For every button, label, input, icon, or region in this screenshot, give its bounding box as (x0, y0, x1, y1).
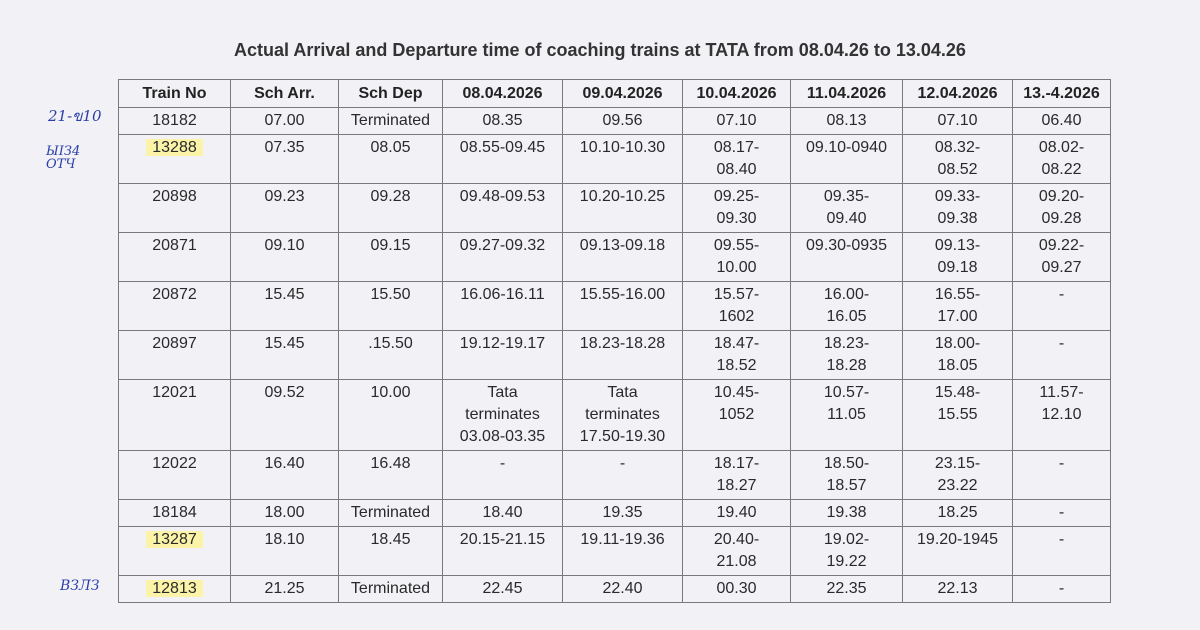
table-cell: 18.17- 18.27 (683, 451, 791, 500)
table-cell: 16.06-16.11 (443, 282, 563, 331)
table-cell: 18.50- 18.57 (791, 451, 903, 500)
table-cell: 18.40 (443, 500, 563, 527)
table-cell: 15.48- 15.55 (903, 380, 1013, 451)
table-cell: 07.00 (231, 108, 339, 135)
table-cell: 15.45 (231, 282, 339, 331)
table-row (119, 380, 1111, 451)
table-row (119, 500, 1111, 527)
column-header: 10.04.2026 (683, 80, 791, 108)
table-cell: 07.10 (903, 108, 1013, 135)
train-number-cell: 13288 (119, 135, 231, 184)
train-number-cell: 18184 (119, 500, 231, 527)
column-header: 11.04.2026 (791, 80, 903, 108)
table-cell: 10.20-10.25 (563, 184, 683, 233)
table-cell: 08.35 (443, 108, 563, 135)
table-cell: 20.15-21.15 (443, 527, 563, 576)
table-cell: 09.13-09.18 (563, 233, 683, 282)
table-cell: 10.00 (339, 380, 443, 451)
table-cell: 09.33- 09.38 (903, 184, 1013, 233)
train-number-cell: 12021 (119, 380, 231, 451)
column-header: Sch Arr. (231, 80, 339, 108)
table-cell: 19.38 (791, 500, 903, 527)
table-cell: - (1013, 576, 1111, 603)
table-cell: 10.45- 1052 (683, 380, 791, 451)
table-cell: 09.10 (231, 233, 339, 282)
table-cell: 19.40 (683, 500, 791, 527)
table-cell: 18.47- 18.52 (683, 331, 791, 380)
table-cell: Terminated (339, 108, 443, 135)
table-cell: 09.30-0935 (791, 233, 903, 282)
table-cell: 09.20- 09.28 (1013, 184, 1111, 233)
table-cell: 19.35 (563, 500, 683, 527)
table-row (119, 576, 1111, 603)
table-row (119, 282, 1111, 331)
table-row (119, 135, 1111, 184)
table-cell: 08.17- 08.40 (683, 135, 791, 184)
table-cell: 16.40 (231, 451, 339, 500)
train-number-cell: 20897 (119, 331, 231, 380)
table-cell: .15.50 (339, 331, 443, 380)
table-cell: 20.40- 21.08 (683, 527, 791, 576)
table-cell: 09.52 (231, 380, 339, 451)
table-cell: 15.45 (231, 331, 339, 380)
table-cell: 22.13 (903, 576, 1013, 603)
table-cell: 19.11-19.36 (563, 527, 683, 576)
table-cell: 18.00 (231, 500, 339, 527)
table-cell: 09.35- 09.40 (791, 184, 903, 233)
table-cell: 22.35 (791, 576, 903, 603)
table-row (119, 451, 1111, 500)
table-row (119, 184, 1111, 233)
table-cell: 15.57- 1602 (683, 282, 791, 331)
table-row (119, 233, 1111, 282)
table-cell: 18.23- 18.28 (791, 331, 903, 380)
table-row (119, 331, 1111, 380)
table-cell: 15.50 (339, 282, 443, 331)
schedule-table (118, 79, 1111, 603)
table-cell: 09.27-09.32 (443, 233, 563, 282)
table-cell: 00.30 (683, 576, 791, 603)
train-number-cell: 20872 (119, 282, 231, 331)
table-row (119, 108, 1111, 135)
table-cell: 18.10 (231, 527, 339, 576)
table-cell: 09.48-09.53 (443, 184, 563, 233)
table-cell: 11.57- 12.10 (1013, 380, 1111, 451)
handwritten-note: 21-ข10 (48, 107, 102, 125)
table-cell: 16.00- 16.05 (791, 282, 903, 331)
table-cell: 08.13 (791, 108, 903, 135)
table-cell: Tata terminates 03.08-03.35 (443, 380, 563, 451)
table-cell: 09.56 (563, 108, 683, 135)
train-number-cell: 20898 (119, 184, 231, 233)
table-cell: 18.23-18.28 (563, 331, 683, 380)
table-row (119, 527, 1111, 576)
train-number-cell: 18182 (119, 108, 231, 135)
table-cell: 07.35 (231, 135, 339, 184)
document-title: Actual Arrival and Departure time of coaching trains at TATA from 08.04.26 to 13.04.26 (234, 40, 966, 60)
column-header: 12.04.2026 (903, 80, 1013, 108)
column-header: Train No (119, 80, 231, 108)
handwritten-note: ВЗЛЗ (60, 578, 100, 594)
table-cell: - (563, 451, 683, 500)
table-cell: 09.15 (339, 233, 443, 282)
table-cell: Terminated (339, 500, 443, 527)
table-cell: 09.28 (339, 184, 443, 233)
table-cell: 16.48 (339, 451, 443, 500)
table-cell: - (1013, 282, 1111, 331)
table-cell: 10.10-10.30 (563, 135, 683, 184)
table-cell: 09.55- 10.00 (683, 233, 791, 282)
table-cell: 09.22- 09.27 (1013, 233, 1111, 282)
table-cell: - (443, 451, 563, 500)
table-cell: 22.45 (443, 576, 563, 603)
table-cell: 15.55-16.00 (563, 282, 683, 331)
table-cell: 09.25- 09.30 (683, 184, 791, 233)
column-header: 13.-4.2026 (1013, 80, 1111, 108)
table-cell: 23.15- 23.22 (903, 451, 1013, 500)
table-cell: 09.10-0940 (791, 135, 903, 184)
table-cell: - (1013, 500, 1111, 527)
table-cell: 21.25 (231, 576, 339, 603)
table-cell: 19.12-19.17 (443, 331, 563, 380)
table-cell: - (1013, 527, 1111, 576)
table-cell: Tata terminates 17.50-19.30 (563, 380, 683, 451)
column-header: 08.04.2026 (443, 80, 563, 108)
table-cell: 09.23 (231, 184, 339, 233)
table-cell: - (1013, 451, 1111, 500)
table-cell: - (1013, 331, 1111, 380)
table-cell: 22.40 (563, 576, 683, 603)
handwritten-note: ЫІЗ4 ОТЧ (46, 144, 81, 172)
table-cell: 19.20-1945 (903, 527, 1013, 576)
table-cell: Terminated (339, 576, 443, 603)
table-cell: 18.25 (903, 500, 1013, 527)
table-cell: 18.45 (339, 527, 443, 576)
table-cell: 18.00- 18.05 (903, 331, 1013, 380)
table-cell: 09.13- 09.18 (903, 233, 1013, 282)
train-number-cell: 12022 (119, 451, 231, 500)
table-cell: 08.55-09.45 (443, 135, 563, 184)
table-cell: 19.02- 19.22 (791, 527, 903, 576)
train-number-cell: 13287 (119, 527, 231, 576)
train-number-cell: 12813 (119, 576, 231, 603)
table-cell: 16.55- 17.00 (903, 282, 1013, 331)
table-cell: 10.57- 11.05 (791, 380, 903, 451)
table-cell: 08.05 (339, 135, 443, 184)
table-cell: 08.02- 08.22 (1013, 135, 1111, 184)
column-header: Sch Dep (339, 80, 443, 108)
train-number-cell: 20871 (119, 233, 231, 282)
table-cell: 07.10 (683, 108, 791, 135)
table-cell: 08.32- 08.52 (903, 135, 1013, 184)
header-row (119, 80, 1111, 108)
column-header: 09.04.2026 (563, 80, 683, 108)
table-cell: 06.40 (1013, 108, 1111, 135)
